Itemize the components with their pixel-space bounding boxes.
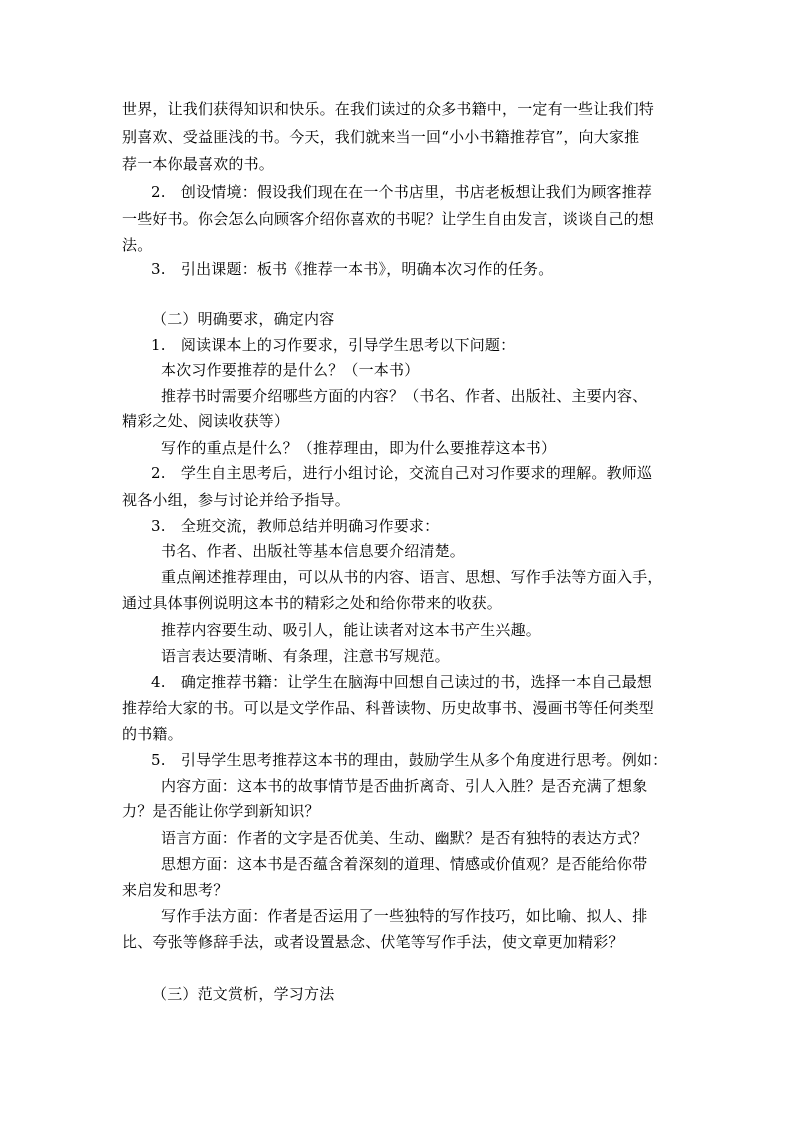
section-2-heading: （二）明确要求，确定内容	[152, 310, 335, 328]
section-3-heading: （三）范文赏析，学习方法	[152, 985, 335, 1003]
requirements-item-2-line-2: 视各小组，参与讨论并给予指导。	[122, 491, 351, 509]
scenario-item-line-3: 法。	[122, 236, 153, 254]
question-1: 本次习作要推荐的是什么？（一本书）	[161, 361, 420, 379]
scenario-item-line-1: 2. 创设情境：假设我们现在在一个书店里，书店老板想让我们为顾客推荐	[151, 183, 653, 201]
thought-aspect-line-2: 来启发和思考？	[122, 881, 229, 899]
requirements-item-4-line-2: 推荐给大家的书。可以是文学作品、科普读物、历史故事书、漫画书等任何类型	[122, 699, 655, 717]
intro-line-3: 荐一本你最喜欢的书。	[122, 155, 275, 173]
content-aspect-line-1: 内容方面：这本书的故事情节是否曲折离奇、引人入胜？是否充满了想象	[161, 777, 648, 795]
technique-aspect-line-2: 比、夸张等修辞手法，或者设置悬念、伏笔等写作手法，使文章更加精彩？	[122, 933, 624, 951]
intro-line-1: 世界，让我们获得知识和快乐。在我们读过的众多书籍中，一定有一些让我们特	[122, 100, 655, 118]
question-3: 写作的重点是什么？（推荐理由，即为什么要推荐这本书）	[161, 439, 557, 457]
requirements-item-5: 5. 引导学生思考推荐这本书的理由，鼓励学生从多个角度进行思考。例如：	[151, 751, 668, 769]
requirement-4: 语言表达要清晰、有条理，注意书写规范。	[161, 647, 450, 665]
intro-line-2: 别喜欢、受益匪浅的书。今天，我们就来当一回“小小书籍推荐官”，向大家推	[122, 128, 640, 146]
topic-item: 3. 引出课题：板书《推荐一本书》，明确本次习作的任务。	[151, 260, 554, 278]
requirements-item-1: 1. 阅读课本上的习作要求，引导学生思考以下问题：	[151, 336, 516, 354]
requirement-3: 推荐内容要生动、吸引人，能让读者对这本书产生兴趣。	[161, 621, 542, 639]
question-2-line-2: 精彩之处、阅读收获等）	[122, 412, 290, 430]
thought-aspect-line-1: 思想方面：这本书是否蕴含着深刻的道理、情感或价值观？是否能给你带	[161, 855, 648, 873]
technique-aspect-line-1: 写作手法方面：作者是否运用了一些独特的写作技巧，如比喻、拟人、排	[161, 907, 648, 925]
scenario-item-line-2: 一些好书。你会怎么向顾客介绍你喜欢的书呢？让学生自由发言，谈谈自己的想	[122, 210, 655, 228]
requirement-2-line-2: 通过具体事例说明这本书的精彩之处和给你带来的收获。	[122, 594, 503, 612]
language-aspect: 语言方面：作者的文字是否优美、生动、幽默？是否有独特的表达方式？	[161, 829, 648, 847]
requirements-item-2-line-1: 2. 学生自主思考后，进行小组讨论，交流自己对习作要求的理解。教师巡	[151, 464, 653, 482]
requirements-item-4-line-1: 4. 确定推荐书籍：让学生在脑海中回想自己读过的书，选择一本自己最想	[151, 673, 653, 691]
content-aspect-line-2: 力？是否能让你学到新知识？	[122, 802, 320, 820]
requirements-item-3: 3. 全班交流，教师总结并明确习作要求：	[151, 517, 440, 535]
requirement-1: 书名、作者、出版社等基本信息要介绍清楚。	[161, 542, 466, 560]
requirements-item-4-line-3: 的书籍。	[122, 725, 183, 743]
requirement-2-line-1: 重点阐述推荐理由，可以从书的内容、语言、思想、写作手法等方面入手，	[161, 568, 663, 586]
question-2-line-1: 推荐书时需要介绍哪些方面的内容？（书名、作者、出版社、主要内容、	[161, 387, 648, 405]
